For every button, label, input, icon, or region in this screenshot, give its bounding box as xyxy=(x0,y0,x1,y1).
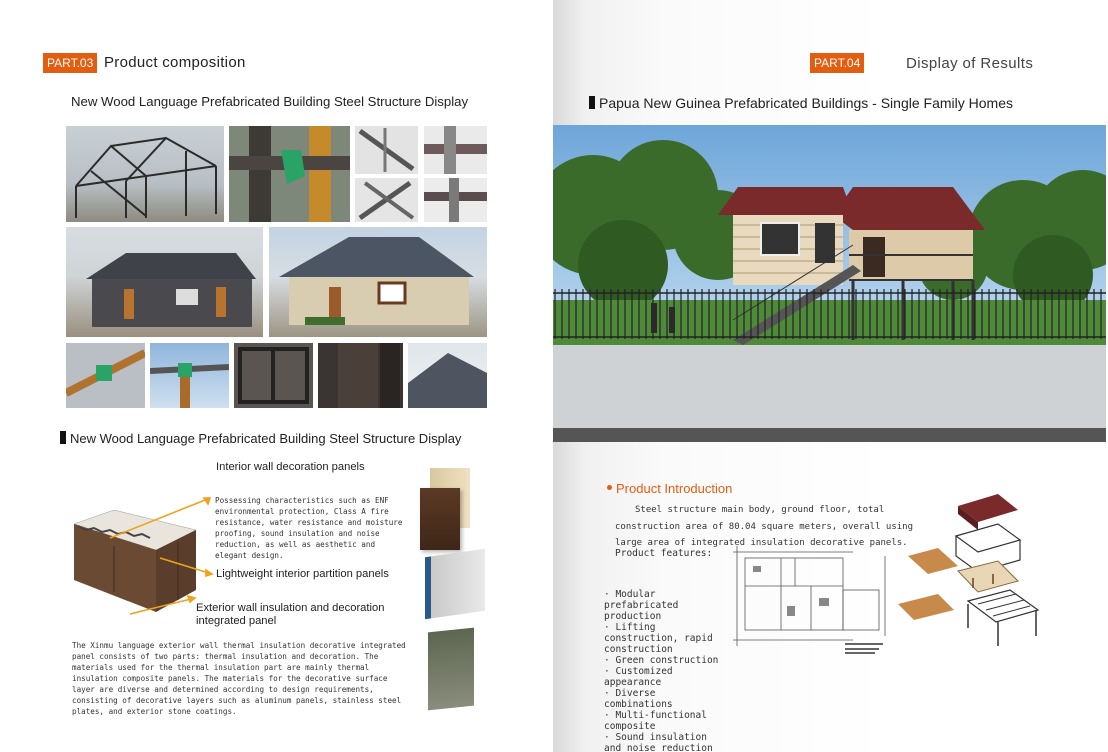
detail-thumb-5-illustration xyxy=(408,343,487,408)
feature-item: · Green construction xyxy=(604,655,719,666)
connector-illustration-1 xyxy=(355,126,418,174)
feature-item: · Lifting construction, rapid construction xyxy=(604,622,713,655)
detail-thumb-2 xyxy=(150,343,229,408)
interior-panels-desc: Possessing characteristics such as ENF environmental protection, Class A fire resistance, water resistance and moisture proofing, sound insulation and noise reduction, as well as aesthetic and elegant design. xyxy=(215,496,403,560)
connector-image-2 xyxy=(424,126,487,174)
house-dark-illustration xyxy=(66,227,263,337)
interior-panels-title: Interior wall decoration panels xyxy=(216,461,365,473)
connector-illustration-2 xyxy=(424,126,487,174)
features-list xyxy=(604,589,728,752)
steel-truss-illustration xyxy=(66,126,224,222)
detail-thumb-5 xyxy=(408,343,487,408)
section-marker xyxy=(60,431,66,444)
intro-text: Steel structure main body, ground floor, total construction area of 80.04 square meters, overall using large area of integrated insulation decorative panels. xyxy=(615,505,914,548)
partition-title: Lightweight interior partition panels xyxy=(216,568,389,580)
photo-title xyxy=(589,95,1013,111)
detail-thumb-3 xyxy=(234,343,313,408)
connector-image-1 xyxy=(355,126,418,174)
photo-title-marker xyxy=(589,96,595,109)
part-title: Product composition xyxy=(104,54,246,71)
exploded-view-illustration xyxy=(898,486,1068,661)
feature-item: · Customized appearance xyxy=(604,666,673,688)
intro-title xyxy=(607,481,732,496)
detail-thumb-1 xyxy=(66,343,145,408)
detail-thumb-4 xyxy=(318,343,403,408)
detail-thumb-3-illustration xyxy=(234,343,313,408)
section-title xyxy=(60,431,461,446)
feature-item: · Modular prefabricated production xyxy=(604,589,679,622)
part-badge: PART.03 xyxy=(43,53,97,73)
connector-image-4 xyxy=(424,178,487,222)
detail-thumb-1-illustration xyxy=(66,343,145,408)
feature-item: · Sound insulation and noise reduction xyxy=(604,732,713,752)
exterior-title: Exterior wall insulation and decoration integrated panel xyxy=(196,602,385,627)
house-render-light xyxy=(269,227,487,337)
callout-lines xyxy=(100,488,230,618)
swatch-partition-panel xyxy=(425,549,485,619)
swatch-dark-wood xyxy=(420,488,460,550)
section-title-text: New Wood Language Prefabricated Building Steel Structure Display xyxy=(70,431,462,446)
left-page xyxy=(0,0,553,752)
intro-title-text: Product Introduction xyxy=(616,481,733,496)
floor-plan xyxy=(733,546,893,656)
part-title-right: Display of Results xyxy=(906,55,1034,72)
steel-frame-image xyxy=(66,126,224,222)
steel-joint-image xyxy=(229,126,350,222)
photo-title-text: Papua New Guinea Prefabricated Buildings - Single Family Homes xyxy=(599,95,1013,111)
detail-thumb-4-illustration xyxy=(318,343,403,408)
gallery-title: New Wood Language Prefabricated Building Steel Structure Display xyxy=(71,94,469,109)
feature-item: · Multi-functional composite xyxy=(604,710,707,732)
connector-image-3 xyxy=(355,178,418,222)
right-page xyxy=(553,0,1108,752)
swatch-exterior-panel xyxy=(428,628,474,711)
house-photo-illustration xyxy=(553,125,1106,442)
connector-illustration-3 xyxy=(355,178,418,222)
body-text: The Xinmu language exterior wall thermal insulation decorative integrated panel consists of two parts: thermal insulation and decoration. The materials used for the thermal insulation part are mainly thermal insulation composite panels. The materials for the decorative surface layer are diverse and determined according to design requirements, consisting of decorative layers such as aluminum panels, stainless steel plates, and exterior stone coatings. xyxy=(72,641,406,716)
house-render-dark xyxy=(66,227,263,337)
house-photo xyxy=(553,125,1106,442)
part-badge-right: PART.04 xyxy=(810,53,864,73)
house-light-illustration xyxy=(269,227,487,337)
feature-item: · Diverse combinations xyxy=(604,688,673,710)
joint-illustration xyxy=(229,126,350,222)
features-label: Product features: xyxy=(615,548,713,559)
intro-bullet-icon xyxy=(607,485,612,490)
detail-thumb-2-illustration xyxy=(150,343,229,408)
connector-illustration-4 xyxy=(424,178,487,222)
